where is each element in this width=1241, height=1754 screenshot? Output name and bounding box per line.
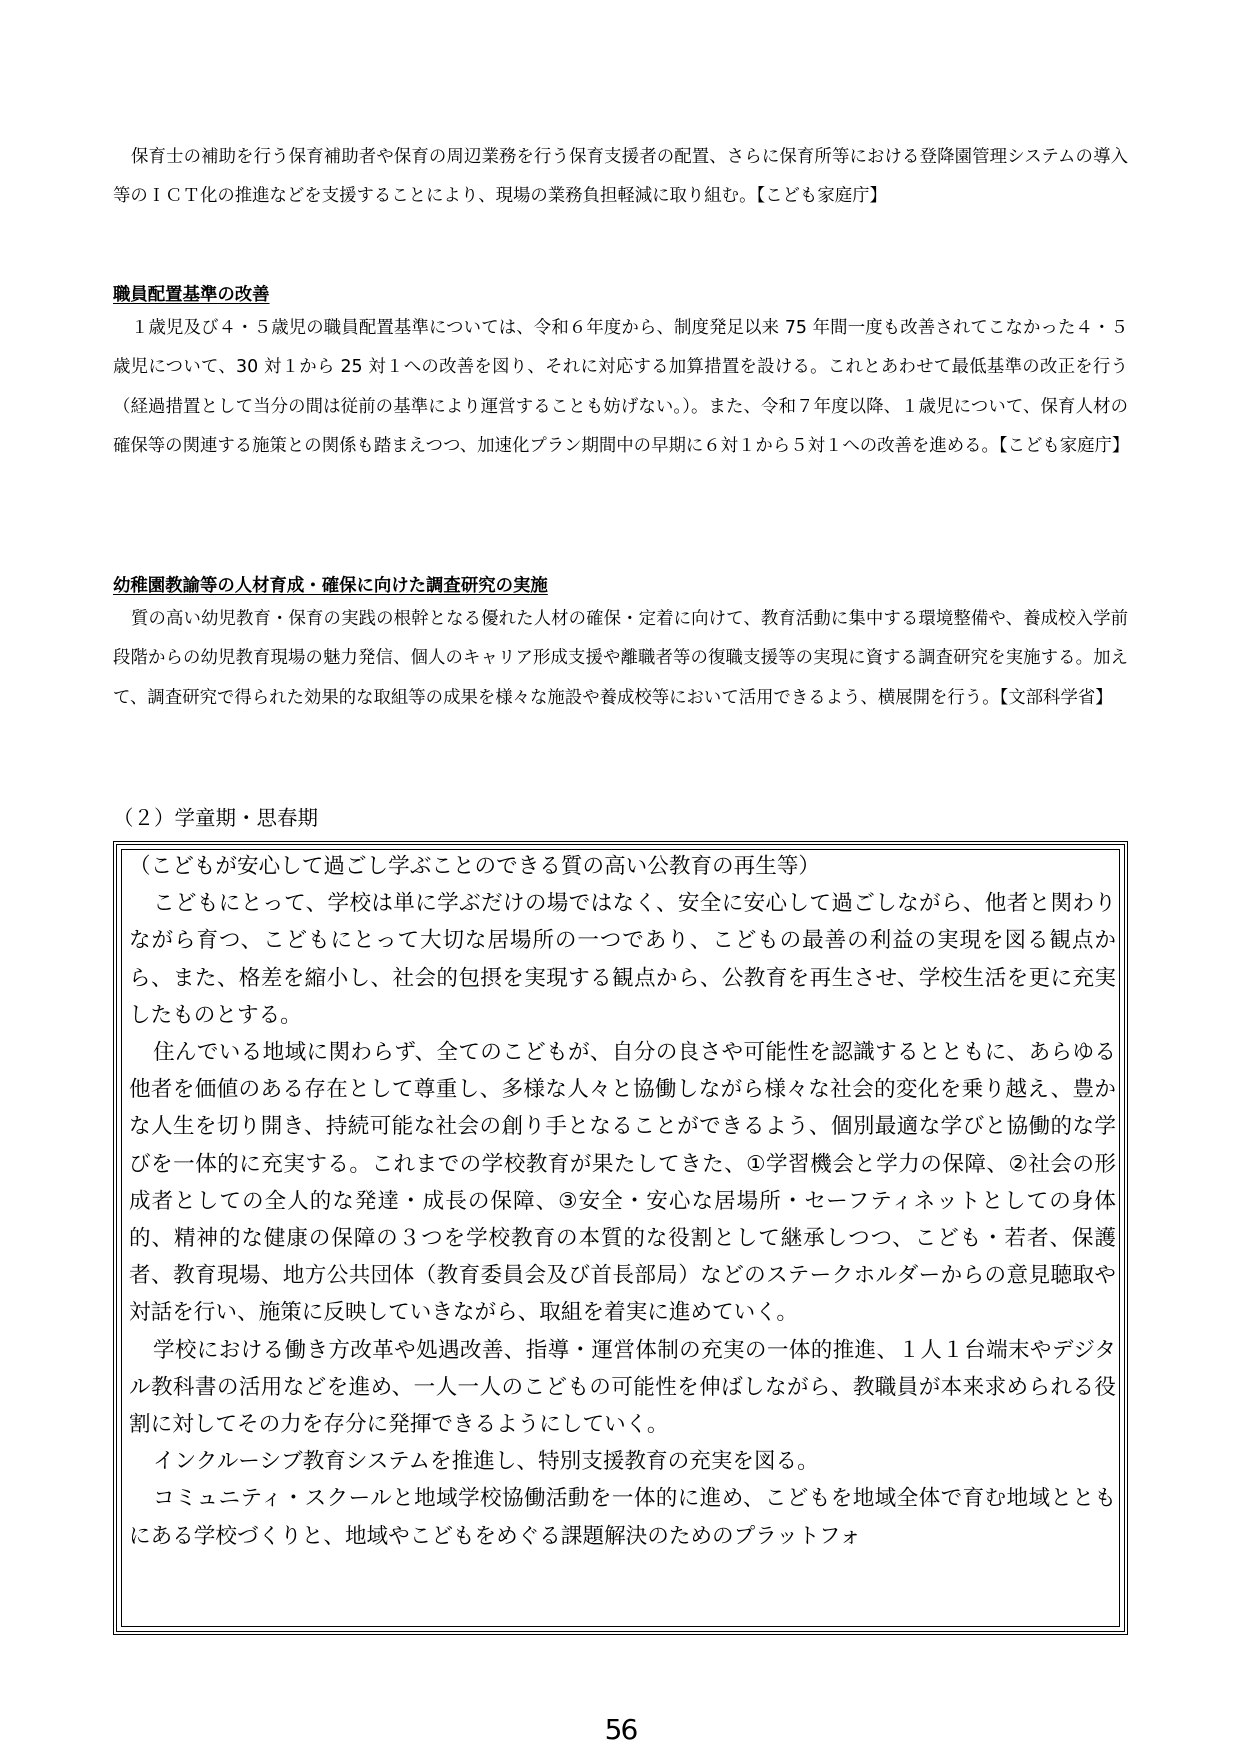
section-title: （２）学童期・思春期 [113, 806, 318, 830]
policy-box-paragraph-5: コミュニティ・スクールと地域学校協働活動を一体的に進め、こどもを地域全体で育む地域とともにある学校づくりと、地域やこどもをめぐる課題解決のためのプラットフォ [129, 1486, 1116, 1549]
policy-box-paragraph-4: インクルーシブ教育システムを推進し、特別支援教育の充実を図る。 [153, 1449, 819, 1475]
staffing-heading: 職員配置基準の改善 [113, 285, 270, 305]
policy-box-paragraph-3: 学校における働き方改革や処遇改善、指導・運営体制の充実の一体的推進、１人１台端末やデジタル教科書の活用などを進め、一人一人のこどもの可能性を伸ばしながら、教職員が本来求められる役割に対してその力を存分に発揮できるようにしていく。 [129, 1337, 1116, 1438]
intro-paragraph: 保育士の補助を行う保育補助者や保育の周辺業務を行う保育支援者の配置、さらに保育所等における登降園管理システムの導入等のＩＣＴ化の推進などを支援することにより、現場の業務負担軽減に取り組む。【こども家庭庁】 [113, 147, 1128, 207]
policy-box-paragraph-1: こどもにとって、学校は単に学ぶだけの場ではなく、安全に安心して過ごしながら、他者と関わりながら育つ、こどもにとって大切な居場所の一つであり、こどもの最善の利益の実現を図る観点から、また、格差を縮小し、社会的包摂を実現する観点から、公教育を再生させ、学校生活を更に充実したものとする。 [129, 891, 1116, 1028]
kindergarten-heading: 幼稚園教諭等の人材育成・確保に向けた調査研究の実施 [113, 576, 548, 596]
policy-box-content [129, 848, 1116, 1555]
intro-section [113, 138, 1128, 217]
policy-box-paragraph-2: 住んでいる地域に関わらず、全てのこどもが、自分の良さや可能性を認識するとともに、あらゆる他者を価値のある存在として尊重し、多様な人々と協働しながら様々な社会的変化を乗り越え、豊かな人生を切り開き、持続可能な社会の創り手となることができるよう、個別最適な学びと協働的な学びを一体的に充実する。これまでの学校教育が果たしてきた、①学習機会と学力の保障、②社会の形成者としての全人的な発達・成長の保障、③安全・安心な居場所・セーフティネットとしての身体的、精神的な健康の保障の３つを学校教育の本質的な役割として継承しつつ、こども・若者、保護者、教育現場、地方公共団体（教育委員会及び首長部局）などのステークホルダーからの意見聴取や対話を行い、施策に反映していきながら、取組を着実に進めていく。 [129, 1040, 1116, 1326]
page-number: 56 [604, 1713, 637, 1746]
policy-box-lead: （こどもが安心して過ごし学ぶことのできる質の高い公教育の再生等） [129, 854, 821, 879]
policy-box [113, 841, 1128, 1635]
staffing-paragraph: １歳児及び４・５歳児の職員配置基準については、令和６年度から、制度発足以来 75 年間一度も改善されてこなかった４・５歳児について、30 対１から 25 対１への改善を図り、それに対応する加算措置を設ける。これとあわせて最低基準の改正を行う（経過措置として当分の間は従前の基準により運営することも妨げない。）。また、令和７年度以降、１歳児について、保育人材の確保等の関連する施策との関係も踏まえつつ、加速化プラン期間中の早期に６対１から５対１への改善を進める。【こども家庭庁】 [113, 318, 1130, 456]
kindergarten-section [113, 574, 1128, 718]
staffing-section [113, 283, 1128, 466]
kindergarten-paragraph: 質の高い幼児教育・保育の実践の根幹となる優れた人材の確保・定着に向けて、教育活動に集中する環境整備や、養成校入学前段階からの幼児教育現場の魅力発信、個人のキャリア形成支援や離職者等の復職支援等の実現に資する調査研究を実施する。加えて、調査研究で得られた効果的な取組等の成果を様々な施設や養成校等において活用できるよう、横展開を行う。【文部科学省】 [113, 609, 1128, 708]
